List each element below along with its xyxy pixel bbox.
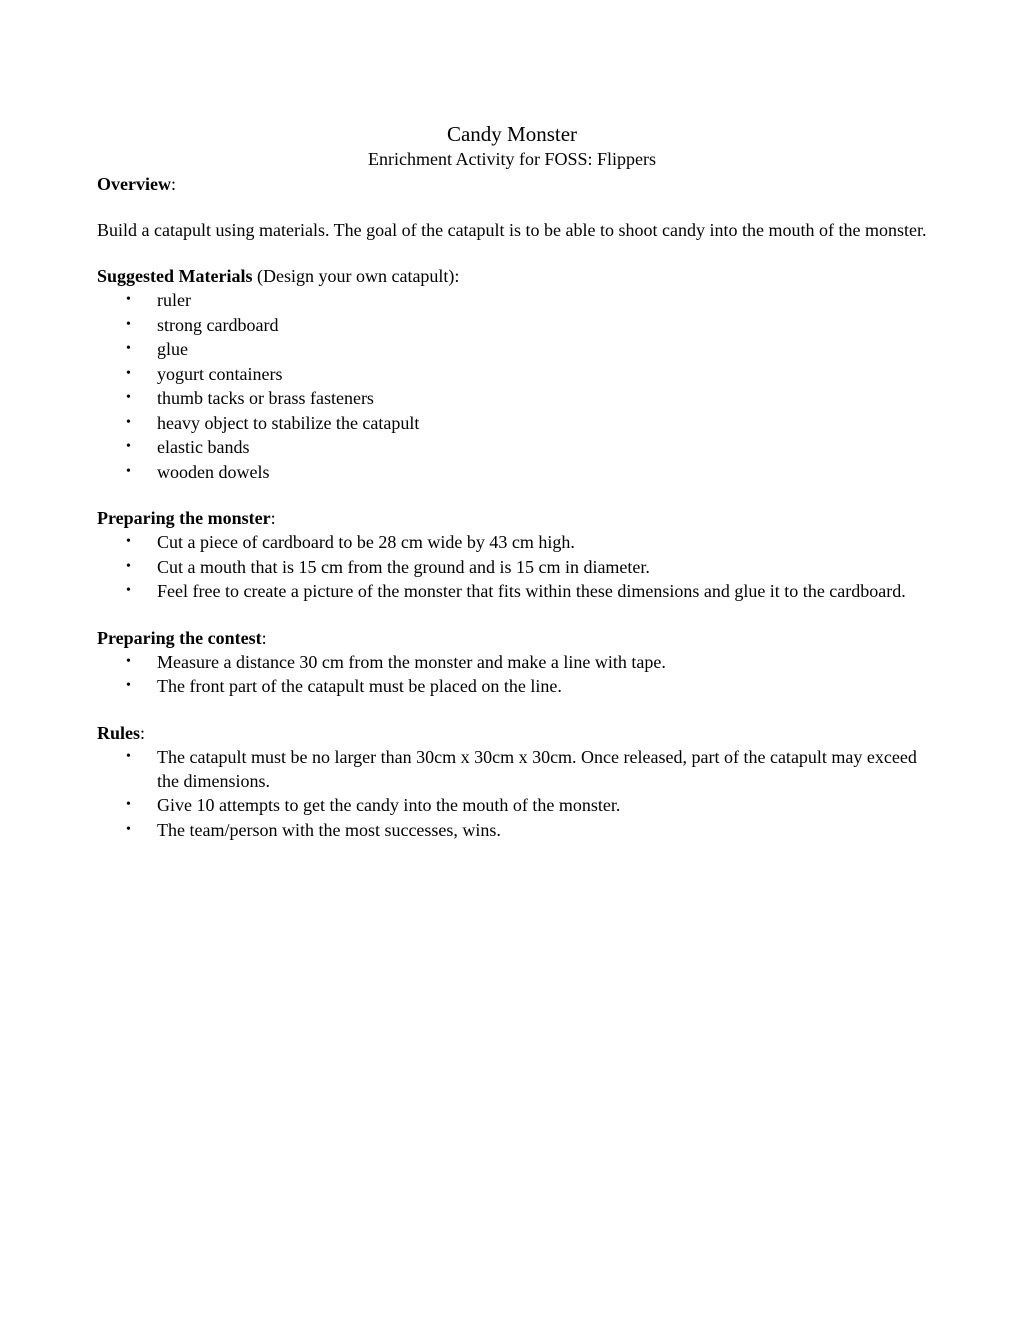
list-item: [126, 650, 927, 674]
list-item-text: wooden dowels: [157, 461, 270, 482]
bullet-icon: •: [126, 678, 131, 693]
bullet-icon: •: [126, 821, 131, 837]
list-item-text: The front part of the catapult must be placed on the line.: [157, 676, 562, 696]
bullet-icon: •: [126, 341, 131, 356]
materials-heading-note: (Design your own catapult):: [252, 266, 460, 286]
rules-heading-colon: :: [140, 722, 146, 743]
list-item: [126, 313, 927, 337]
bullet-icon: •: [126, 653, 131, 669]
bullet-icon: •: [126, 365, 131, 381]
list-item: [126, 386, 927, 410]
bullet-icon: •: [126, 390, 131, 405]
bullet-icon: •: [126, 583, 131, 598]
list-item-text: glue: [157, 339, 188, 359]
bullet-icon: •: [126, 797, 131, 812]
materials-list: [97, 288, 927, 484]
list-item: [126, 555, 927, 579]
bullet-icon: •: [126, 292, 131, 307]
rules-heading-label: Rules: [97, 722, 141, 743]
list-item: [126, 460, 927, 484]
bullet-icon: •: [126, 414, 131, 430]
bullet-icon: •: [126, 558, 131, 574]
list-item: [126, 411, 927, 435]
rules-list: [97, 745, 927, 842]
list-item: [126, 362, 927, 386]
contest-heading-label: Preparing the contest: [97, 627, 262, 648]
bullet-icon: •: [126, 748, 131, 764]
document-page: [97, 120, 927, 842]
list-item-text: Cut a piece of cardboard to be 28 cm wide by 43 cm high.: [157, 532, 575, 552]
list-item-text: elastic bands: [157, 437, 250, 457]
overview-heading-label: Overview: [97, 174, 171, 194]
list-item: [126, 288, 927, 312]
bullet-icon: •: [126, 463, 131, 479]
list-item: [126, 337, 927, 361]
bullet-icon: •: [126, 316, 131, 332]
bullet-icon: •: [126, 534, 131, 549]
list-item-text: yogurt containers: [157, 363, 283, 384]
contest-heading-colon: :: [261, 627, 267, 648]
list-item-text: heavy object to stabilize the catapult: [157, 412, 420, 433]
contest-heading: [97, 626, 927, 650]
list-item-text: The team/person with the most successes, wins.: [157, 819, 501, 840]
list-item-text: Measure a distance 30 cm from the monster and make a line with tape.: [157, 651, 666, 672]
rules-heading: [97, 721, 927, 745]
monster-heading-label: Preparing the monster: [97, 508, 271, 528]
list-item: [126, 530, 927, 554]
monster-heading-colon: :: [270, 508, 276, 528]
list-item-text: The catapult must be no larger than 30cm x 30cm x 30cm. Once released, part of the catapult may exceed the dimensions.: [157, 746, 917, 791]
list-item: [126, 745, 927, 793]
monster-list: [97, 530, 927, 603]
list-item-text: strong cardboard: [157, 314, 279, 335]
document-subtitle: Enrichment Activity for FOSS: Flippers: [368, 149, 656, 169]
materials-heading-label: Suggested Materials: [97, 266, 253, 286]
list-item: [126, 674, 927, 698]
list-item-text: Give 10 attempts to get the candy into the mouth of the monster.: [157, 795, 621, 815]
overview-text: Build a catapult using materials. The goal of the catapult is to be able to shoot candy into the mouth of the monster.: [97, 220, 927, 240]
list-item: [126, 818, 927, 842]
list-item-text: Cut a mouth that is 15 cm from the ground and is 15 cm in diameter.: [157, 556, 650, 577]
list-item: [126, 435, 927, 459]
list-item-text: Feel free to create a picture of the monster that fits within these dimensions and glue it to the cardboard.: [157, 581, 906, 601]
list-item-text: thumb tacks or brass fasteners: [157, 388, 374, 408]
list-item-text: ruler: [157, 290, 191, 310]
overview-heading: [97, 172, 927, 196]
document-title: Candy Monster: [446, 122, 578, 146]
bullet-icon: •: [126, 439, 131, 454]
contest-list: [97, 650, 927, 699]
monster-heading: [97, 506, 927, 530]
materials-heading: [97, 264, 927, 288]
list-item: [126, 793, 927, 817]
overview-heading-colon: :: [170, 174, 176, 194]
list-item: [126, 579, 927, 603]
